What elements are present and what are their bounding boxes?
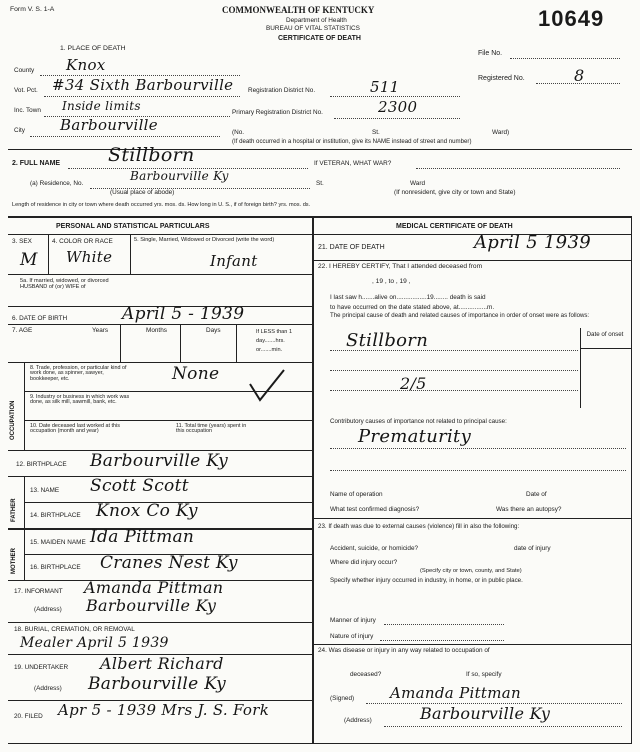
years-label: Years [92,327,109,334]
ward-label: Ward) [492,129,510,136]
trade-label: 8. Trade, profession, or particular kind of work done, as spinner, sawyer, bookkeeper, etc. [30,365,127,382]
deceased-label: deceased? [350,671,382,678]
registered-label: Registered No. [478,75,525,82]
total-time-label: 11. Total time (years) spent in this occupation [176,423,247,435]
reg-district-value: 511 [370,78,400,96]
color-label: 4. COLOR OR RACE [52,238,113,245]
marital-label: 5. Single, Married, Widowed or Divorced (write the word) [134,237,275,243]
last-worked-label: 10. Date deceased last worked at this occupation (month and year) [30,423,120,435]
father-name-value: Scott Scott [90,476,189,496]
cause-number: 2/5 [400,374,427,393]
usual-place-note: (Usual place of abode) [110,189,175,196]
vot-label: Vot. Pct. [14,87,38,94]
industry-label: 9. Industry or business in which work was done, as silk mill, sawmill, bank, etc. [30,394,130,406]
checkmark-icon [246,366,290,406]
dob-value: April 5 - 1939 [122,304,245,324]
length-residence: Length of residence in city or town where death occurred yrs. mos. ds. How long in U. S., if of foreign birth? yrs. mos. ds. [12,202,311,208]
spouse-label: 5a. If married, widowed, or divorced HUSBAND of (or) WIFE of [20,278,109,290]
full-name-label: 2. FULL NAME [12,160,61,167]
informant-address-value: Barbourville Ky [86,596,217,615]
operation-date-label: Date of [526,491,547,498]
confirmed-label: What test confirmed diagnosis? [330,506,420,513]
date-of-death-label: 21. DATE OF DEATH [318,244,385,251]
where-injury-label: Where did injury occur? [330,559,398,566]
burial-value: Mealer April 5 1939 [20,635,169,651]
primary-district-label: Primary Registration District No. [232,109,323,116]
no-label: (No. [232,129,245,136]
mother-side-label: MOTHER [11,548,17,574]
county-label: County [14,67,35,74]
county-value: Knox [66,56,106,74]
marital-value: Infant [210,252,258,270]
signed-label: (Signed) [330,695,355,702]
filed-value: Apr 5 - 1939 Mrs J. S. Fork [58,701,270,719]
principal-cause-label: The principal cause of death and related causes of importance in order of onset were as follows: [330,312,590,319]
sex-value: M [20,250,38,270]
residence-value: Barbourville Ky [130,169,229,183]
contributory-value: Prematurity [358,426,472,447]
bureau: BUREAU OF VITAL STATISTICS [266,25,360,32]
residence-ward: Ward [410,180,426,187]
mother-birthplace-value: Cranes Nest Ky [100,553,238,573]
manner-label: Manner of injury [330,617,376,624]
undertaker-address-value: Barbourville Ky [88,674,227,694]
specify-label: Specify whether injury occurred in industry, in home, or in public place. [330,577,523,584]
nature-label: Nature of injury [330,633,374,640]
last-saw-line: I last saw h.......alive on.................19........ death is said [330,294,486,301]
address-value: Barbourville Ky [420,704,551,723]
nonresident-note: (If nonresident, give city or town and State) [394,189,516,196]
certify-label: 22. I HEREBY CERTIFY, That I attended deceased from [318,263,483,270]
informant-label: 17. INFORMANT [14,588,63,595]
st-label: St. [372,129,380,136]
medical-heading: MEDICAL CERTIFICATE OF DEATH [396,223,513,230]
city-label: City [14,127,26,134]
father-birthplace-value: Knox Co Ky [96,501,198,521]
father-name-label: 13. NAME [30,487,60,494]
undertaker-address-label: (Address) [34,685,62,692]
father-birthplace-label: 14. BIRTHPLACE [30,512,81,519]
certificate-title: CERTIFICATE OF DEATH [278,35,361,42]
trade-value: None [172,364,220,384]
address-label: (Address) [344,717,372,724]
vot-value: #34 Sixth Barbourville [52,76,234,94]
place-of-death-heading: 1. PLACE OF DEATH [60,45,126,52]
inc-town-value: Inside limits [62,99,141,113]
date-of-death-value: April 5 1939 [474,232,591,253]
form-number: Form V. S. 1-A [10,6,55,13]
file-no-label: File No. [478,50,503,57]
father-side-label: FATHER [11,498,17,522]
color-value: White [66,248,113,266]
certify-dates: , 19 , to , 19 , [372,278,411,285]
veteran-label: If VETERAN, WHAT WAR? [314,160,392,167]
undertaker-value: Albert Richard [100,654,224,673]
undertaker-label: 19. UNDERTAKER [14,664,69,671]
inc-town-label: Inc. Town [14,107,41,114]
injury-date-label: date of injury [514,545,551,552]
file-number: 10649 [538,6,605,31]
mother-name-label: 15. MAIDEN NAME [30,539,86,546]
accident-label: Accident, suicide, or homicide? [330,545,419,552]
signed-value: Amanda Pittman [390,684,521,702]
department: Department of Health [286,17,347,24]
residence-label: (a) Residence, No. [30,180,84,187]
operation-label: Name of operation [330,491,383,498]
mother-name-value: Ida Pittman [90,527,195,547]
days-label: Days [206,327,221,334]
mother-birthplace-label: 16. BIRTHPLACE [30,564,81,571]
reg-district-label: Registration District No. [248,87,316,94]
autopsy-label: Was there an autopsy? [496,506,562,513]
informant-value: Amanda Pittman [84,578,224,597]
filed-label: 20. FILED [14,713,43,720]
where-note: (Specify city or town, county, and State) [420,568,522,574]
contributory-label: Contributory causes of importance not related to principal cause: [330,418,507,425]
burial-label: 18. BURIAL, CREMATION, OR REMOVAL [14,626,135,633]
occupation-question: 24. Was disease or injury in any way related to occupation of [318,647,490,654]
primary-district-value: 2300 [378,98,418,116]
dob-label: 6. DATE OF BIRTH [12,315,68,322]
informant-address-label: (Address) [34,606,62,613]
date-onset-label: Date of onset [586,331,624,338]
registered-value: 8 [574,66,585,85]
birthplace-label: 12. BIRTHPLACE [16,461,67,468]
if-so-label: If so, specify [466,671,502,678]
personal-heading: PERSONAL AND STATISTICAL PARTICULARS [56,223,210,230]
age-label: 7. AGE [12,327,33,334]
birthplace-value: Barbourville Ky [90,451,229,471]
occurred-line: to have occurred on the date stated above, at................m. [330,304,495,311]
cause-value: Stillborn [346,330,429,351]
residence-st: St. [316,180,324,187]
hospital-note: (If death occurred in a hospital or institution, give its NAME instead of street and number) [232,138,472,145]
city-value: Barbourville [60,116,158,134]
full-name-value: Stillborn [108,144,195,166]
months-label: Months [146,327,167,334]
sex-label: 3. SEX [12,238,32,245]
if-less-label: If LESS than 1 day.......hrs. or.......min. [256,329,293,353]
external-causes-label: 23. If death was due to external causes (violence) fill in also the following: [318,523,520,530]
state-title: COMMONWEALTH OF KENTUCKY [222,5,375,15]
occupation-side-label: OCCUPATION [10,400,16,440]
